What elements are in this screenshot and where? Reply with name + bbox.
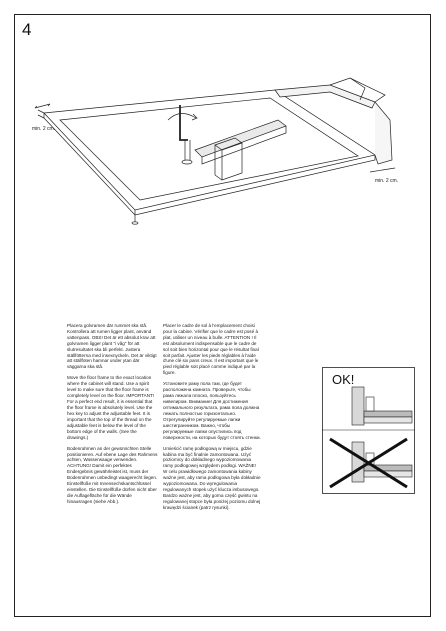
dim-label-right: min. 2 cm. <box>375 178 399 184</box>
dim-label-left: min. 2 cm. <box>32 126 56 132</box>
ok-label: OK! <box>332 372 355 387</box>
step-number: 4 <box>22 20 32 39</box>
spirit-level <box>195 120 286 157</box>
text-column-middle <box>163 323 261 516</box>
foot-position-check-panel <box>322 367 415 494</box>
paragraph-swedish: Placera golvramen där rummet ska stå. Kontrollera att rumen ligger plant, använd vattenpass. OBS! Det är ett absolut krav att golvramen ligger plant "i våg" för att slutresultatet ska bli perfekt. Justera ställfötterna med insexnyckeln. Det är viktigt att ställfoten hamnar under ytan där väggarna ska stå. <box>67 323 157 370</box>
paragraph-russian: Установите раму пола там, где будет расположена комната. Проверьте, чтобы рама лежала плоско, пользуйтесь нивелиром. Внимание! Для достижения оптимального результата, рама пола должна лежать полностью горизонтально. Отрегулируйте регулируемые лапки шестигранником. Важно, чтобы регулируемые лапки опустились под поверхности, на которых будут стоять стенки. <box>163 381 261 440</box>
wall-panel <box>275 85 375 108</box>
floor-frame-illustration <box>30 60 422 250</box>
hex-key <box>180 105 188 140</box>
paragraph-english: Move the floor frame to the exact location where the cabinet will stand. Use a spirit level to make sure that the floor frame is completely level on the floor. IMPORTANT! For a perfect end result, it is essential that the floor frame is absolutely level. Use the hex key to adjust the adjustable feet. It is important that the top of the thread on the adjustable feet is below the level of the bottom edge of the walls. (See the drawings.) <box>67 375 155 440</box>
text-column-left <box>67 323 158 510</box>
paragraph-polish: Umieścić ramę podłogową w miejscu, gdzie kabina ma być finalnie zamontowana. Użyć poziomicy do dokładnego wypoziomowania ramy podłogowej względem podłogi. WAŻNE! W celu prawidłowego zamontowania kabiny ważne jest, aby rama podłogowa była dokładnie wypoziomowana. Do wyregulowania regulowanych stopek użyć klucza imbusowego. Bardzo ważne jest, aby gorna część gwintu na regulowanej stopce była poniżej poziomu dolnej krawędzi ścianek (patrz rysunki). <box>163 445 261 510</box>
paragraph-french: Placer le cadre de sol à l'emplacement choisi pour la cabine. Vérifier que le cadre est posé à plat, utiliser un niveau à bulle. ATTENTION ! Il est absolument indispensable que le cadre de sol soit bien horizontal pour que le résultat final soit parfait. Ajuster les pieds réglables à l'aide d'une clé six pans creux. Il est important que le pied réglable soit placé comme indiqué par la figure. <box>163 323 259 376</box>
paragraph-german: Bodenrahmen an der gewünschten Stelle positionieren. Auf ebene Lage des Rahmens achten, Wasserwaage verwenden. ACHTUNG! Damit ein perfektes Endergebnis gewährleistet ist, muss der Bodenrahmen unbedingt waagerecht liegen. Einstellfüße mit Innensechskantschlüssel einstellen. Die Einstellfüße dürfen nicht über die Auflagefläche für die Wände hinausragen (siehe Abb.). <box>67 445 158 504</box>
